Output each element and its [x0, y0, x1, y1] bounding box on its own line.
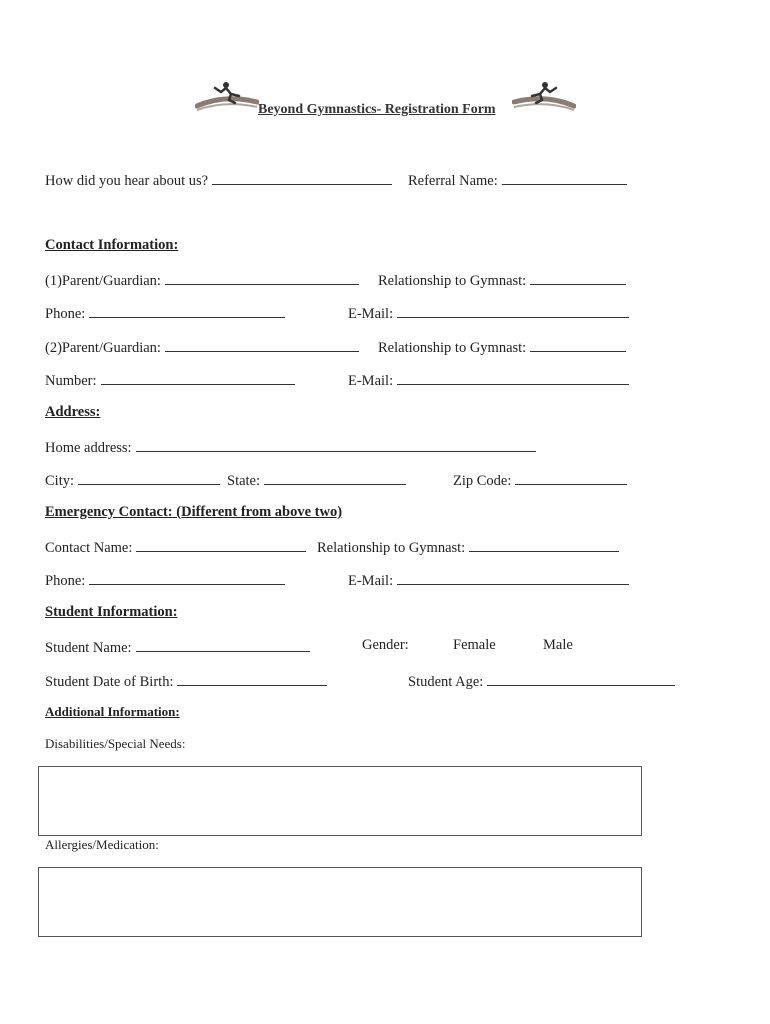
gender-label: Gender:: [362, 637, 409, 653]
emergency-phone-field[interactable]: [89, 570, 285, 585]
city-label: City:: [45, 473, 75, 489]
email2-label: E-Mail:: [348, 373, 394, 389]
age-row: [408, 671, 675, 691]
zip-field[interactable]: [515, 470, 627, 485]
contact-heading: Contact Information:: [45, 237, 179, 253]
gender-female-option[interactable]: Female: [453, 637, 496, 653]
number-row: [45, 370, 295, 390]
dob-row: [45, 671, 327, 691]
parent2-field[interactable]: [165, 337, 359, 352]
zip-row: [453, 470, 627, 490]
relationship1-label: Relationship to Gymnast:: [378, 273, 527, 289]
state-row: [227, 470, 406, 490]
emergency-email-label: E-Mail:: [348, 573, 394, 589]
emergency-relationship-field[interactable]: [469, 537, 619, 552]
home-address-label: Home address:: [45, 440, 132, 456]
form-title: Beyond Gymnastics- Registration Form: [258, 102, 496, 117]
relationship2-row: [378, 337, 626, 357]
referral-name-field[interactable]: [502, 170, 627, 185]
allergies-label: Allergies/Medication:: [45, 837, 159, 852]
emergency-email-row: [348, 570, 629, 590]
emergency-relationship-row: [317, 537, 619, 557]
gymnast-logo-right: [512, 80, 576, 116]
student-heading: Student Information:: [45, 604, 178, 620]
additional-heading: Additional Information:: [45, 704, 180, 719]
state-label: State:: [227, 473, 261, 489]
how-heard-row: [45, 170, 392, 190]
emergency-relationship-label: Relationship to Gymnast:: [317, 540, 466, 556]
address-heading: Address:: [45, 404, 101, 420]
referral-name-row: [408, 170, 627, 190]
email1-field[interactable]: [397, 303, 629, 318]
student-name-label: Student Name:: [45, 640, 132, 656]
emergency-heading: Emergency Contact: (Different from above two): [45, 504, 343, 520]
emergency-name-label: Contact Name:: [45, 540, 133, 556]
emergency-name-field[interactable]: [136, 537, 306, 552]
number-label: Number:: [45, 373, 97, 389]
parent2-row: [45, 337, 359, 357]
allergies-textarea[interactable]: [38, 867, 642, 937]
disabilities-textarea[interactable]: [38, 766, 642, 836]
city-row: [45, 470, 220, 490]
emergency-phone-row: [45, 570, 285, 590]
email1-label: E-Mail:: [348, 306, 394, 322]
emergency-name-row: [45, 537, 306, 557]
disabilities-label: Disabilities/Special Needs:: [45, 736, 186, 751]
home-address-field[interactable]: [136, 437, 536, 452]
emergency-email-field[interactable]: [397, 570, 629, 585]
email2-field[interactable]: [397, 370, 629, 385]
number-field[interactable]: [101, 370, 295, 385]
relationship2-label: Relationship to Gymnast:: [378, 340, 527, 356]
parent1-field[interactable]: [165, 270, 359, 285]
how-heard-field[interactable]: [212, 170, 392, 185]
zip-label: Zip Code:: [453, 473, 512, 489]
city-field[interactable]: [78, 470, 220, 485]
gymnast-logo-left: [195, 80, 259, 116]
relationship2-field[interactable]: [530, 337, 626, 352]
phone1-label: Phone:: [45, 306, 86, 322]
relationship1-row: [378, 270, 626, 290]
referral-name-label: Referral Name:: [408, 173, 498, 189]
parent1-label: (1)Parent/Guardian:: [45, 273, 161, 289]
home-address-row: [45, 437, 536, 457]
email2-row: [348, 370, 629, 390]
dob-field[interactable]: [177, 671, 327, 686]
email1-row: [348, 303, 629, 323]
state-field[interactable]: [264, 470, 406, 485]
phone1-row: [45, 303, 285, 323]
parent2-label: (2)Parent/Guardian:: [45, 340, 161, 356]
dob-label: Student Date of Birth:: [45, 674, 174, 690]
how-heard-label: How did you hear about us?: [45, 173, 209, 189]
emergency-phone-label: Phone:: [45, 573, 86, 589]
student-name-field[interactable]: [136, 637, 310, 652]
student-name-row: [45, 637, 310, 657]
age-label: Student Age:: [408, 674, 484, 690]
gender-male-option[interactable]: Male: [543, 637, 573, 653]
phone1-field[interactable]: [89, 303, 285, 318]
age-field[interactable]: [487, 671, 675, 686]
relationship1-field[interactable]: [530, 270, 626, 285]
parent1-row: [45, 270, 359, 290]
